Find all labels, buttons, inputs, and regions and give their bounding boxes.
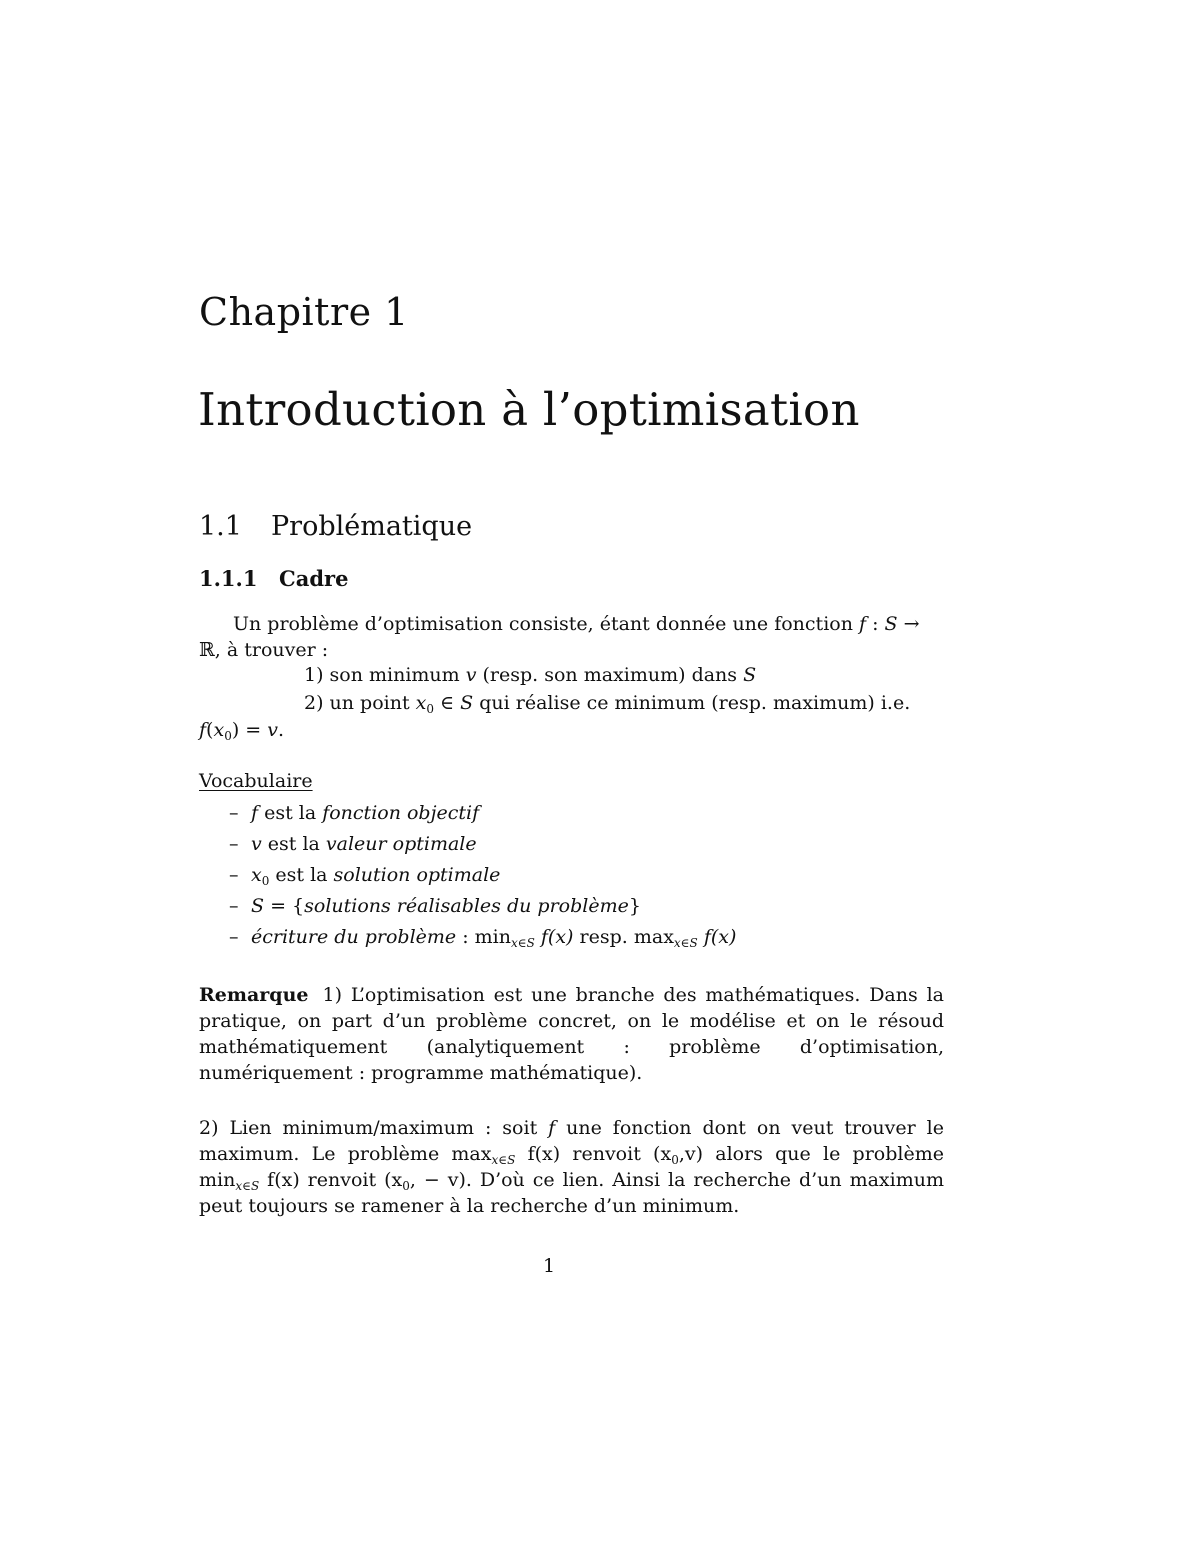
dash-bullet: –	[229, 926, 239, 948]
list-item-text: est la	[261, 833, 326, 855]
math-max: max	[633, 926, 674, 948]
list-item-term: solutions réalisables du problème	[304, 895, 629, 917]
brace-close: }	[628, 895, 641, 917]
item1-text: 1) son minimum	[304, 664, 466, 686]
list-item-term: valeur optimale	[325, 833, 477, 855]
cadre-item-2-continuation	[199, 717, 284, 743]
math-fx: f(x)	[697, 926, 737, 948]
math-subscript: 0	[426, 702, 435, 716]
cadre-arrow-text: → ℝ, à trouver :	[199, 613, 920, 661]
lien-text: f(x) renvoit (x	[515, 1143, 672, 1165]
math-f: f	[548, 1117, 556, 1139]
colon: :	[456, 926, 475, 948]
remarque-paragraph	[199, 982, 944, 1086]
math-S: S	[251, 895, 265, 917]
lien-text: 2) Lien minimum/maximum : soit	[199, 1117, 549, 1139]
lien-text: f(x) renvoit (x	[259, 1169, 403, 1191]
list-item-text: est la	[269, 864, 334, 886]
list-item-term: fonction objectif	[322, 802, 480, 824]
section-heading	[199, 511, 472, 542]
cadre-item-2	[304, 690, 910, 716]
subsection-number: 1.1.1	[199, 566, 258, 591]
math-x: x	[415, 692, 427, 714]
math-fx: f(x)	[534, 926, 574, 948]
section-number: 1.1	[199, 511, 242, 542]
math-S: S	[743, 664, 757, 686]
list-item	[229, 800, 736, 831]
cadre-intro-text: Un problème d’optimisation consiste, étant donnée une fonction	[233, 613, 859, 635]
math-v: v	[251, 833, 262, 855]
item2-text-b: ∈	[434, 692, 461, 714]
item2-text-c: qui réalise ce minimum (resp. maximum) i.e.	[473, 692, 911, 714]
math-subscript: 0	[402, 1179, 410, 1193]
list-item	[229, 831, 736, 862]
math-S: S	[884, 613, 898, 635]
page-number: 1	[543, 1255, 556, 1277]
math-subscript: x∈S	[673, 936, 698, 950]
list-item-text: = {	[264, 895, 305, 917]
math-x: x	[251, 864, 262, 886]
dash-bullet: –	[229, 864, 239, 886]
math-subscript: x∈S	[491, 1153, 516, 1167]
dash-bullet: –	[229, 833, 239, 855]
math-S: S	[460, 692, 474, 714]
list-item	[229, 924, 736, 955]
list-item-term: écriture du problème	[251, 926, 457, 948]
list-item	[229, 893, 736, 924]
math-f: f	[858, 613, 867, 635]
cadre-item-1	[304, 662, 756, 688]
item1-text-b: (resp. son maximum) dans	[476, 664, 744, 686]
math-min: min	[474, 926, 511, 948]
list-item-text: est la	[258, 802, 323, 824]
section-title: Problématique	[271, 511, 473, 542]
cadre-colon: :	[866, 613, 885, 635]
subsection-heading	[199, 566, 348, 591]
lien-text: ,v) alors que le problème min	[199, 1143, 944, 1191]
math-subscript: 0	[224, 729, 232, 743]
vocabulaire-heading: Vocabulaire	[199, 770, 313, 792]
dash-bullet: –	[229, 802, 239, 824]
lien-text: une fonction dont on veut trouver le maximum. Le problème max	[199, 1117, 944, 1165]
math-v: v	[465, 664, 477, 686]
equals-text: ) =	[231, 719, 268, 741]
lien-paragraph	[199, 1115, 944, 1219]
math-x: x	[213, 719, 225, 741]
math-subscript: x∈S	[510, 936, 535, 950]
lien-text: , − v). D’où ce lien. Ainsi la recherche d’un maximum peut toujours se ramener à la recherche d’un minimum.	[199, 1169, 944, 1217]
math-subscript: 0	[261, 874, 270, 888]
resp-text: resp.	[573, 926, 634, 948]
remarque-text: 1) L’optimisation est une branche des mathématiques. Dans la pratique, on part d’un problème concret, on le modélise et on le résoud mathématiquement (analytiquement : problème d’optimisation, numériquement : programme mathématique).	[199, 984, 944, 1084]
math-v: v	[267, 719, 278, 741]
remarque-label: Remarque	[199, 984, 309, 1006]
item2-text: 2) un point	[304, 692, 416, 714]
math-f: f	[199, 719, 207, 741]
list-item-term: solution optimale	[333, 864, 501, 886]
cadre-intro	[199, 611, 944, 663]
math-subscript: x∈S	[235, 1179, 260, 1193]
subsection-title: Cadre	[279, 566, 349, 591]
list-item	[229, 862, 736, 893]
paren-open: (	[206, 719, 214, 741]
chapter-title: Introduction à l’optimisation	[198, 383, 860, 436]
period: .	[277, 719, 285, 741]
math-f: f	[251, 802, 259, 824]
dash-bullet: –	[229, 895, 239, 917]
vocabulaire-list	[229, 800, 736, 955]
chapter-label: Chapitre 1	[199, 290, 409, 334]
math-subscript: 0	[671, 1153, 679, 1167]
